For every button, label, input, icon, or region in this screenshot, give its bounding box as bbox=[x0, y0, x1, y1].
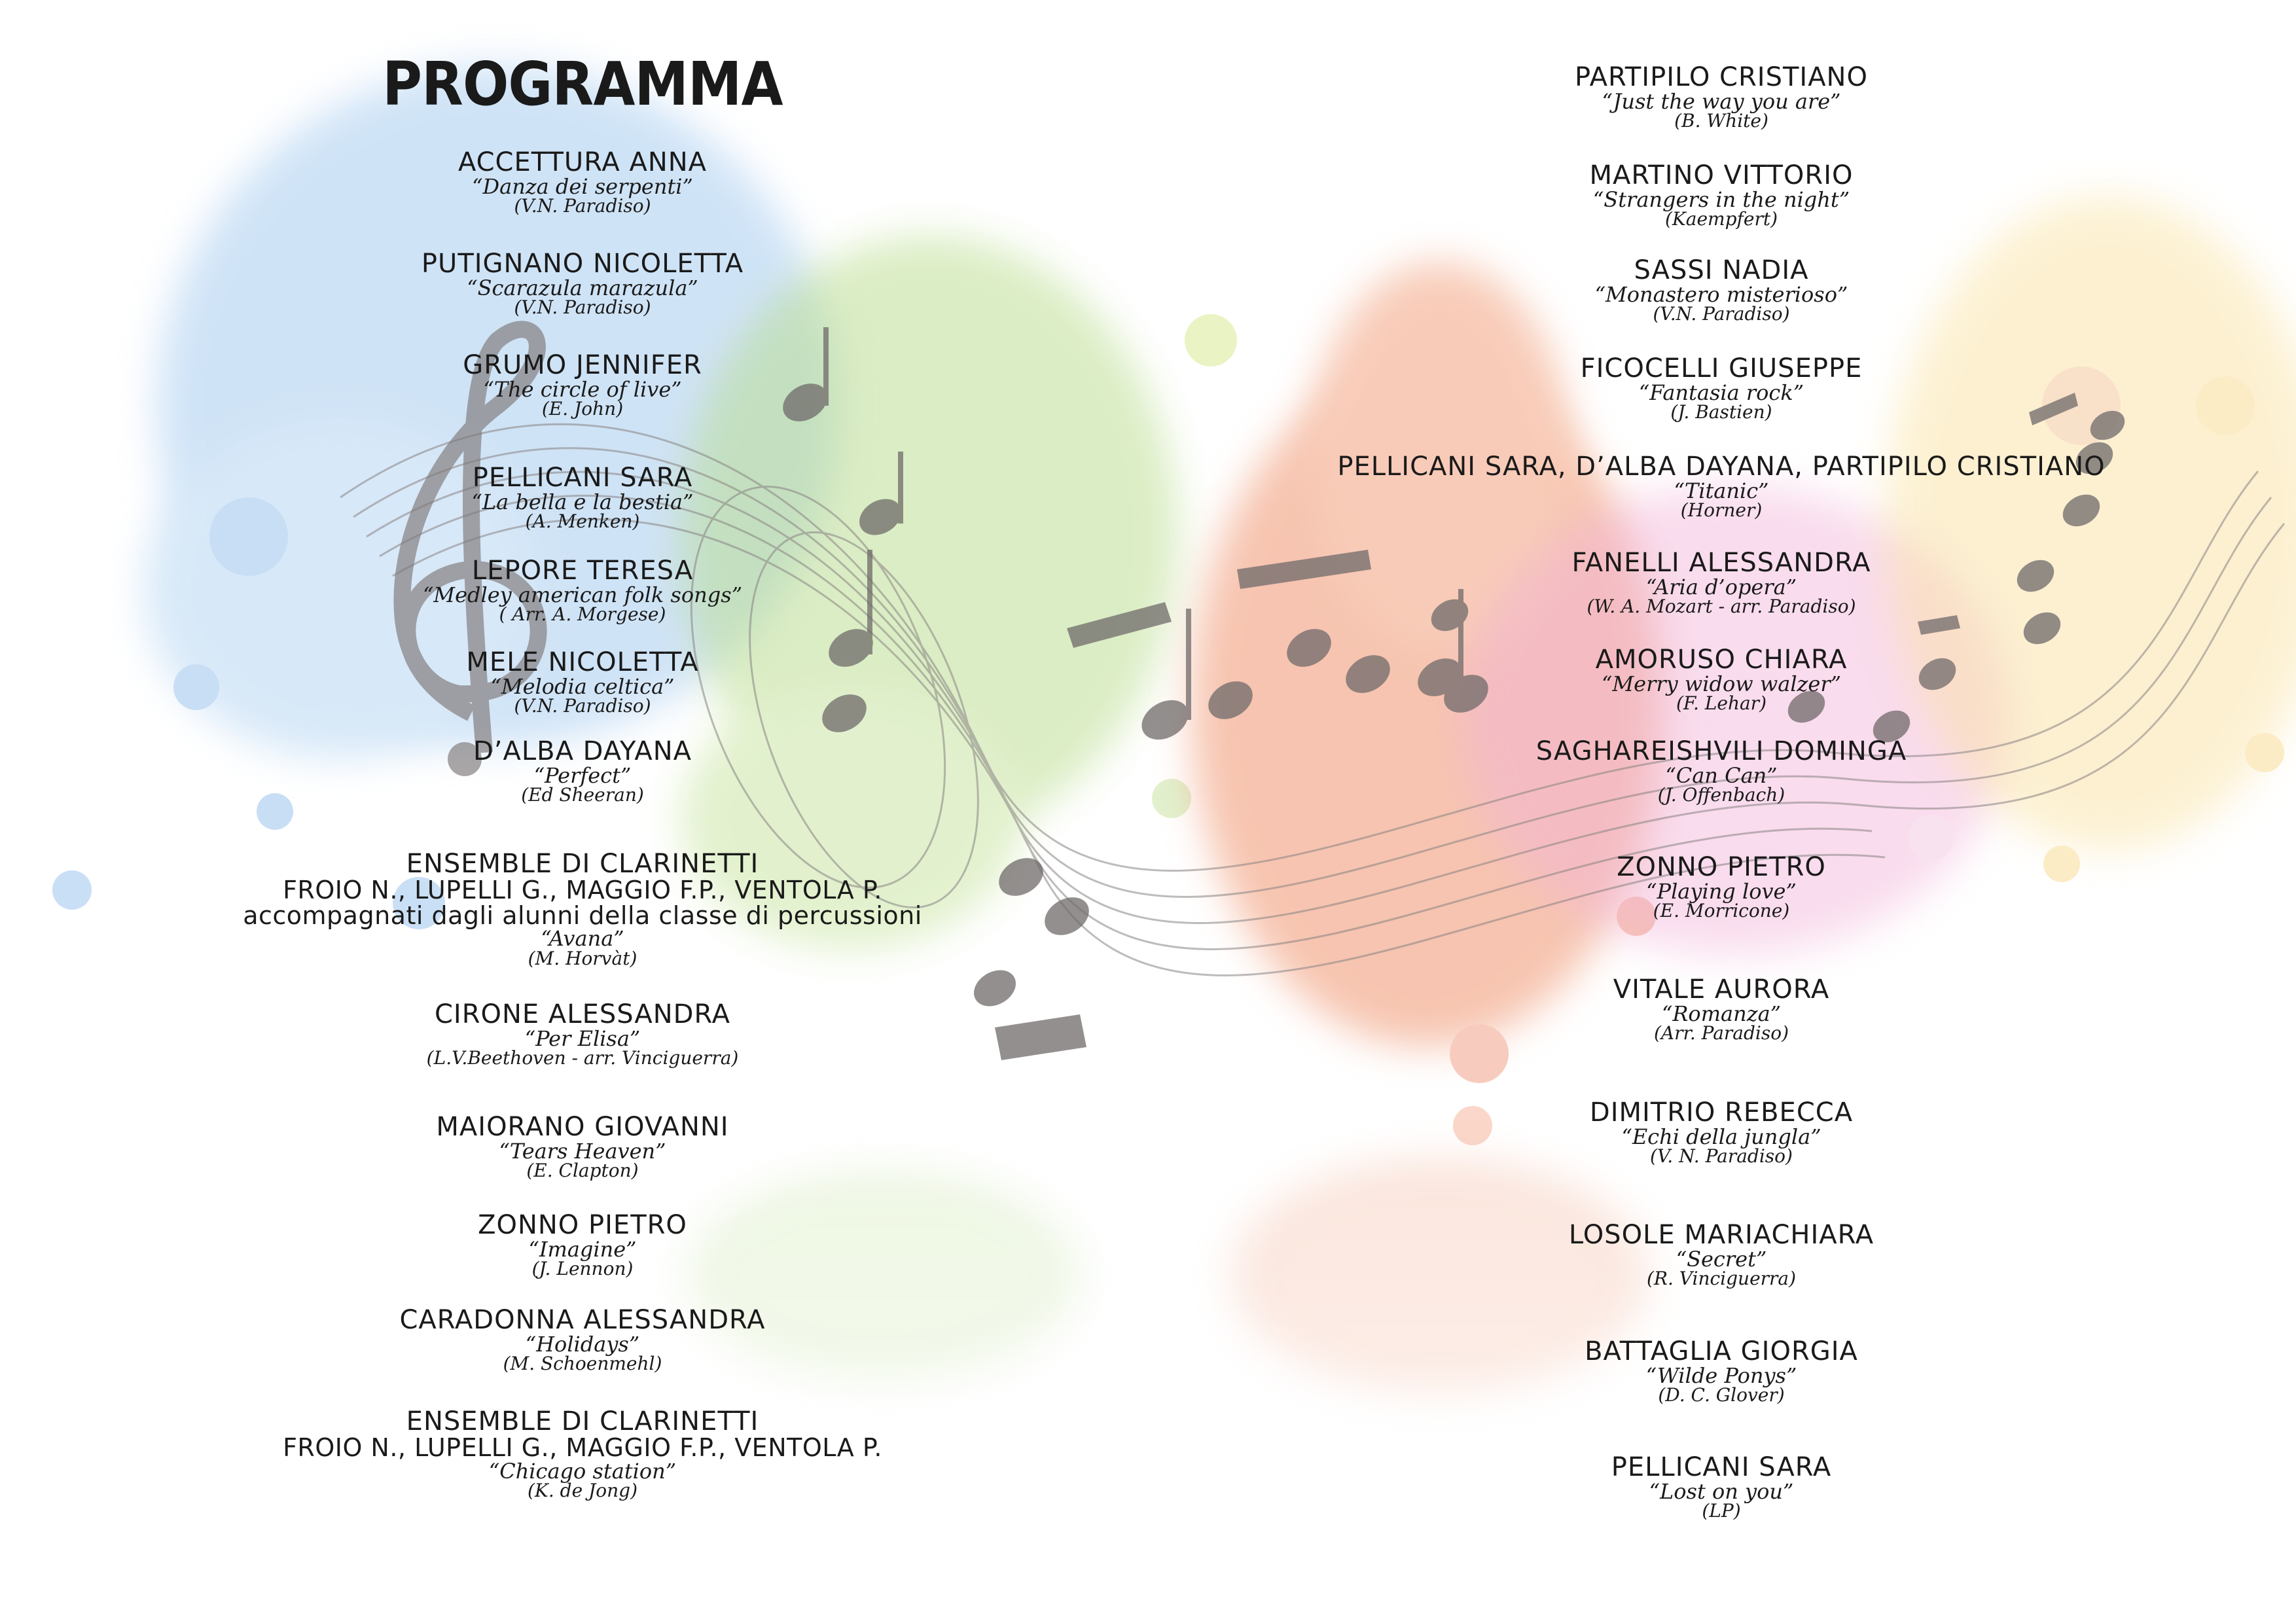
song-title: “Imagine” bbox=[528, 1236, 637, 1262]
song-title: “Titanic” bbox=[1674, 478, 1769, 503]
song-title: “Holidays” bbox=[525, 1331, 640, 1357]
program-entry bbox=[1230, 976, 2212, 1043]
performer-name: ZONNO PIETRO bbox=[478, 1210, 687, 1240]
program-entry bbox=[1230, 1222, 2212, 1289]
song-title: “Perfect” bbox=[533, 762, 632, 788]
program-entry bbox=[0, 558, 1165, 624]
program-entry bbox=[1230, 355, 2212, 422]
song-author: (V.N. Paradiso) bbox=[514, 695, 651, 717]
song-title: “Lost on you” bbox=[1649, 1478, 1794, 1504]
song-title: “Scarazula marazula” bbox=[467, 275, 698, 300]
program-entry bbox=[1230, 1338, 2212, 1405]
program-entry bbox=[0, 1001, 1165, 1068]
program-entry bbox=[0, 1212, 1165, 1279]
program-entry bbox=[1230, 738, 2212, 805]
performer-name: ENSEMBLE DI CLARINETTI bbox=[406, 849, 759, 879]
performer-name: LOSOLE MARIACHIARA bbox=[1568, 1220, 1874, 1250]
song-title: “Romanza” bbox=[1661, 1001, 1782, 1026]
performer-name: LEPORE TERESA bbox=[471, 556, 694, 586]
program-entry bbox=[0, 465, 1165, 531]
program-entry bbox=[0, 1114, 1165, 1181]
program-entry bbox=[1230, 257, 2212, 324]
song-author: (L.V.Beethoven - arr. Vinciguerra) bbox=[426, 1047, 739, 1069]
program-entry bbox=[0, 149, 1165, 216]
performer-name: GRUMO JENNIFER bbox=[463, 350, 702, 380]
performer-name: SASSI NADIA bbox=[1634, 255, 1809, 285]
song-title: “Monastero misterioso” bbox=[1594, 281, 1848, 307]
ensemble-members: FROIO N., LUPELLI G., MAGGIO F.P., VENTOLA P. bbox=[283, 875, 882, 904]
performer-name: MAIORANO GIOVANNI bbox=[436, 1112, 729, 1142]
song-author: (M. Schoenmehl) bbox=[503, 1353, 662, 1375]
program-entry bbox=[1230, 454, 2212, 520]
performer-name: AMORUSO CHIARA bbox=[1595, 645, 1848, 675]
song-author: (J. Offenbach) bbox=[1657, 784, 1785, 806]
program-entry bbox=[1230, 162, 2212, 229]
song-author: (E. Clapton) bbox=[526, 1160, 639, 1182]
program-entry bbox=[1230, 550, 2212, 616]
song-title: “Merry widow walzer” bbox=[1602, 671, 1841, 696]
performer-name: VITALE AURORA bbox=[1613, 974, 1830, 1005]
program-entry bbox=[0, 1307, 1165, 1374]
program-entry bbox=[0, 251, 1165, 317]
performer-name: ZONNO PIETRO bbox=[1617, 852, 1826, 882]
song-title: “La bella e la bestia” bbox=[471, 489, 694, 514]
program-entry bbox=[0, 738, 1165, 805]
program-entry bbox=[0, 352, 1165, 419]
performer-name: BATTAGLIA GIORGIA bbox=[1585, 1336, 1858, 1366]
song-title: “Fantasia rock” bbox=[1638, 380, 1804, 405]
song-title: “Avana” bbox=[541, 926, 624, 952]
song-title: “Just the way you are” bbox=[1602, 88, 1841, 114]
song-author: (R. Vinciguerra) bbox=[1646, 1268, 1797, 1290]
song-title: “Melodia celtica” bbox=[490, 673, 675, 699]
song-author: (E. John) bbox=[541, 398, 624, 420]
performer-name: PELLICANI SARA bbox=[1611, 1452, 1832, 1482]
performer-name: PARTIPILO CRISTIANO bbox=[1575, 62, 1868, 92]
program-entry bbox=[1230, 854, 2212, 921]
program-entry bbox=[0, 649, 1165, 716]
song-title: “Medley american folk songs” bbox=[422, 582, 743, 607]
song-author: (E. Morricone) bbox=[1653, 900, 1790, 922]
song-title: “Aria d’opera” bbox=[1645, 574, 1797, 599]
ensemble-members: FROIO N., LUPELLI G., MAGGIO F.P., VENTOLA P. bbox=[283, 1433, 882, 1462]
song-title: “The circle of live” bbox=[483, 376, 682, 402]
song-author: (Kaempfert) bbox=[1664, 208, 1778, 230]
song-title: “Can Can” bbox=[1665, 762, 1778, 788]
performer-name: ENSEMBLE DI CLARINETTI bbox=[406, 1406, 759, 1436]
song-author: (V.N. Paradiso) bbox=[1653, 303, 1790, 325]
song-author: (V.N. Paradiso) bbox=[514, 296, 651, 319]
song-author: (Horner) bbox=[1680, 499, 1763, 522]
song-author: ( Arr. A. Morgese) bbox=[499, 603, 666, 626]
song-author: (M. Horvàt) bbox=[528, 947, 637, 969]
song-author: (J. Lennon) bbox=[531, 1258, 634, 1280]
performer-name: PELLICANI SARA, D’ALBA DAYANA, PARTIPILO CRISTIANO bbox=[1337, 452, 2106, 482]
program-entry bbox=[0, 851, 1165, 968]
program-entry bbox=[0, 1408, 1165, 1501]
performer-name: FICOCELLI GIUSEPPE bbox=[1580, 353, 1863, 383]
song-author: (F. Lehar) bbox=[1676, 692, 1767, 715]
song-author: (J. Bastien) bbox=[1670, 401, 1772, 423]
page-title: PROGRAMMA bbox=[382, 49, 783, 119]
performer-name: PELLICANI SARA bbox=[472, 463, 693, 493]
song-author: (W. A. Mozart - arr. Paradiso) bbox=[1587, 596, 1856, 618]
performer-name: DIMITRIO REBECCA bbox=[1589, 1097, 1854, 1128]
performer-name: SAGHAREISHVILI DOMINGA bbox=[1535, 736, 1907, 766]
song-title: “Secret” bbox=[1676, 1246, 1767, 1272]
program-entry bbox=[1230, 1099, 2212, 1166]
performer-name: MARTINO VITTORIO bbox=[1589, 160, 1854, 190]
song-title: “Strangers in the night” bbox=[1592, 187, 1850, 212]
song-title: “Echi della jungla” bbox=[1621, 1124, 1821, 1149]
program-entry bbox=[1230, 647, 2212, 713]
program-entry bbox=[1230, 1454, 2212, 1521]
song-author: (LP) bbox=[1702, 1500, 1741, 1522]
performer-name: CIRONE ALESSANDRA bbox=[435, 999, 730, 1029]
song-author: (A. Menken) bbox=[525, 510, 640, 533]
song-author: (Arr. Paradiso) bbox=[1653, 1022, 1789, 1044]
song-title: “Danza dei serpenti” bbox=[472, 173, 693, 199]
performer-name: ACCETTURA ANNA bbox=[457, 147, 708, 177]
song-title: “Tears Heaven” bbox=[499, 1138, 666, 1164]
performer-name: MELE NICOLETTA bbox=[466, 647, 699, 677]
song-author: (K. de Jong) bbox=[528, 1480, 637, 1502]
performer-name: FANELLI ALESSANDRA bbox=[1571, 548, 1871, 578]
song-title: “Chicago station” bbox=[488, 1458, 677, 1484]
performer-name: D’ALBA DAYANA bbox=[473, 736, 692, 766]
song-title: “Playing love” bbox=[1646, 878, 1797, 904]
song-title: “Wilde Ponys” bbox=[1645, 1363, 1797, 1388]
program-entry bbox=[1230, 64, 2212, 131]
ensemble-note: accompagnati dagli alunni della classe di percussioni bbox=[243, 901, 922, 930]
song-title: “Per Elisa” bbox=[524, 1026, 641, 1051]
song-author: (V.N. Paradiso) bbox=[514, 195, 651, 217]
song-author: (V. N. Paradiso) bbox=[1650, 1145, 1793, 1168]
song-author: (B. White) bbox=[1674, 110, 1768, 132]
song-author: (Ed Sheeran) bbox=[521, 784, 644, 806]
performer-name: CARADONNA ALESSANDRA bbox=[399, 1305, 766, 1335]
song-author: (D. C. Glover) bbox=[1658, 1384, 1785, 1406]
performer-name: PUTIGNANO NICOLETTA bbox=[421, 249, 744, 279]
